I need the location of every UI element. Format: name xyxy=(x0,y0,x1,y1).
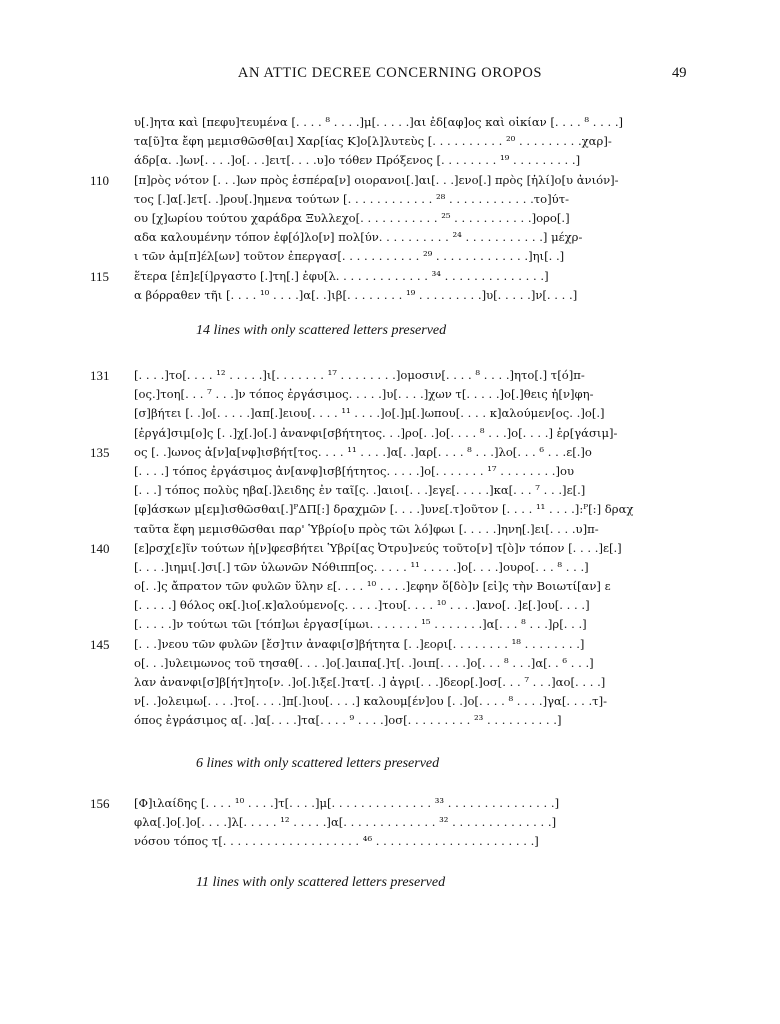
inscription-line xyxy=(0,635,780,654)
line-text: ν[. .]ολειμω[. . . .]το[. . . .]π[.]ιου[. . . .] καλουμ[έν]ου [. .]ο[. . . . ⁸ . . . .]γα[. . . .τ]- xyxy=(134,694,608,709)
inscription-line xyxy=(0,443,780,462)
inscription-line xyxy=(0,385,780,404)
inscription-line xyxy=(0,500,780,519)
line-number: 131 xyxy=(90,368,110,383)
line-text: [. . . .] τόπος ἐργάσιμος ἀν[ανφ]ισβ[ήτητος. . . . .]ο[. . . . . . . ¹⁷ . . . . . . . .]ου xyxy=(134,463,575,478)
line-text: [σ]βήτει [. .]ο[. . . . .]απ[.]ειου[. . . . ¹¹ . . . .]ο[.]μ[.]ωπου[. . . . κ]αλούμεν[ος. .]ο[.] xyxy=(134,406,605,421)
line-text: τος [.]α[.]ετ[. .]ρου[.]ημενα τούτων [. . . . . . . . . . . . ²⁸ . . . . . . . . . . . .το]ύτ- xyxy=(134,191,570,206)
inscription-line xyxy=(0,462,780,481)
inscription-line xyxy=(0,692,780,711)
inscription-line xyxy=(0,228,780,247)
line-text: [Φ]ιλαίδης [. . . . ¹⁰ . . . .]τ[. . . .]μ[. . . . . . . . . . . . . . ³³ . . . . . . . . . . . . . . .] xyxy=(134,796,560,810)
inscription-line xyxy=(0,247,780,266)
line-number: 115 xyxy=(90,268,110,284)
inscription-line xyxy=(0,520,780,539)
inscription-block-3 xyxy=(0,794,780,852)
line-text: αδα καλουμένην τόπον ἐφ[ό]λο[ν] πολ[ύν. . . . . . . . . . ²⁴ . . . . . . . . . . .] μέχρ- xyxy=(134,230,583,245)
line-text: ος [. .]ωνος ἀ[ν]α[νφ]ισβήτ[τος. . . . ¹¹ . . . .]α[. .]αρ[. . . . ⁸ . . .]λο[. . . ⁶ . . .ε[.]ο xyxy=(134,444,592,459)
lacuna-note-2: 6 lines with only scattered letters preserved xyxy=(196,756,440,771)
line-text: φλα[.]ο[.]ο[. . . .]λ[. . . . . ¹² . . . . .]α[. . . . . . . . . . . . . ³² . . . . . . . . . . . . . .] xyxy=(134,815,557,830)
line-text: ι τῶν ἀμ[π]έλ[ων] τοῦτον ἐπεργασ[. . . . . . . . . . . ²⁹ . . . . . . . . . . . . .]ηι[. .] xyxy=(134,249,565,264)
line-text: [. . . . .]ν τούτωι τῶι [τόπ]ωι ἐργασ[ίμωι. . . . . . . ¹⁵ . . . . . . .]α[. . . ⁸ . . .]ρ[. . .] xyxy=(134,617,587,632)
line-text: ου [χ]ωρίου τούτου χαράδρα Ξυλλεχο[. . . . . . . . . . . ²⁵ . . . . . . . . . . .]ορο[.] xyxy=(134,210,570,225)
line-number: 156 xyxy=(90,796,110,811)
inscription-line xyxy=(0,366,780,385)
inscription-line xyxy=(0,286,780,305)
inscription-line xyxy=(0,794,780,813)
line-text: ο[. .]ς ἄπρατον τῶν φυλῶν ὕλην ε[. . . . ¹⁰ . . . .]εφην ὅ[δὸ]ν [εἰ]ς τὴν Βοιωτί[αν] ε xyxy=(134,579,611,594)
inscription-line xyxy=(0,673,780,692)
inscription-line xyxy=(0,171,780,190)
line-text: νόσου τόπος τ[. . . . . . . . . . . . . . . . . . . ⁴⁶ . . . . . . . . . . . . . . . . . . . . . .] xyxy=(134,834,539,849)
inscription-block-1 xyxy=(0,113,780,305)
line-text: α βόρραθεν τῆι [. . . . ¹⁰ . . . .]α[. .]ιβ[. . . . . . . . ¹⁹ . . . . . . . . .]υ[. . . . .]ν[. . . .] xyxy=(134,287,578,302)
line-text: ἕτερα [ἐπ]ε[ί]ργαστο [.]τη[.] ἐφυ[λ. . . . . . . . . . . . . ³⁴ . . . . . . . . . . . . . .] xyxy=(134,268,549,283)
line-text: [ε]ρσχ[ε]ῖν τούτων ἠ[ν]φεσβήτει Ὑβρί[ας Ὀτρυ]νεύς τοῦτο[ν] τ[ὸ]ν τόπον [. . . .]ε[.] xyxy=(134,540,622,555)
line-text: ταῦτα ἔφη μεμισθῶσθαι παρ' Ὑβρίο[υ πρὸς τῶι λό]φωι [. . . . .]ηνη[.]ει[. . . .υ]π- xyxy=(134,521,599,536)
line-number: 140 xyxy=(90,540,110,556)
page-number: 49 xyxy=(672,65,687,81)
inscription-line xyxy=(0,539,780,558)
inscription-block-2 xyxy=(0,366,780,731)
line-number: 135 xyxy=(90,444,110,460)
line-text: [. . . .]το[. . . . ¹² . . . . .]ι[. . . . . . . ¹⁷ . . . . . . . .]ομοσιν[. . . . ⁸ . . . .]ητο[.] τ[ό]π- xyxy=(134,368,585,382)
line-text: [ος.]τοη[. . . ⁷ . . .]ν τόπος ἐργάσιμος. . . . .]υ[. . . .]χων τ[. . . . .]ο[.]θεις ἠ[ν]φη- xyxy=(134,387,594,402)
line-text: [. . . . .] θόλος οκ[.]ιο[.κ]αλούμενο[ς. . . . .]του[. . . . ¹⁰ . . . .]ανο[. .]ε[.]ου[. . . .] xyxy=(134,598,590,613)
inscription-line xyxy=(0,132,780,151)
line-text: τα[ῦ]τα ἔφη μεμισθῶσθ[αι] Χαρ[ίας Κ]ο[λ]λυτεὺς [. . . . . . . . . . ²⁰ . . . . . . . . .χαρ]- xyxy=(134,134,612,149)
line-text: [ἐργά]σιμ[ο]ς [. .]χ[.]ο[.] ἀνανφι[σβήτητος. . .]ρο[. .]ο[. . . . ⁸ . . .]ο[. . . .] ἐρ[γάσιμ]- xyxy=(134,425,618,440)
line-text: υ[.]ητα καὶ [πεφυ]τευμένα [. . . . ⁸ . . . .]μ[. . . . .]αι ἐδ[αφ]ος καὶ οἰκίαν [. . . . ⁸ . . . .] xyxy=(134,115,624,129)
inscription-line xyxy=(0,209,780,228)
inscription-line xyxy=(0,654,780,673)
inscription-line xyxy=(0,558,780,577)
running-head: AN ATTIC DECREE CONCERNING OROPOS xyxy=(237,65,543,81)
line-text: λαν ἀνανφι[σ]β[ήτ]ητο[ν. .]ο[.]ιξε[.]τατ[. .] ἀγρι[. . .]δεορ[.]οσ[. . . ⁷ . . .]αο[. . . .] xyxy=(134,675,606,689)
inscription-line xyxy=(0,404,780,423)
inscription-line xyxy=(0,424,780,443)
inscription-line xyxy=(0,190,780,209)
line-text: άδρ[α. .]ων[. . . .]ο[. . .]ειτ[. . . .υ]ο τόθεν Πρόξενος [. . . . . . . . ¹⁹ . . . . . . . . .] xyxy=(134,153,581,168)
line-text: [φ]άσκων μ[εμ]ισθῶσθαι[.]ᴾΔΠ[:] δραχμῶν [. . . .]υνε[.τ]οῦτον [. . . . ¹¹ . . . .]:ᴾ[:] δραχ xyxy=(134,502,634,517)
inscription-line xyxy=(0,832,780,851)
line-text: όπος ἐγράσιμος α[. .]α[. . . .]τα[. . . . ⁹ . . . .]οσ[. . . . . . . . . ²³ . . . . . . . . . .] xyxy=(134,713,562,728)
inscription-line xyxy=(0,113,780,132)
inscription-line xyxy=(0,711,780,730)
line-text: [π]ρὸς νότον [. . .]ων πρὸς ἑσπέρα[ν] οιορανοι[.]αι[. . .]ενο[.] πρὸς [ἡλί]ο[υ ἀνιόν]- xyxy=(134,172,619,187)
line-text: [. . .]νεου τῶν φυλῶν [ἔσ]τιν ἀναφι[σ]βήτητα [. .]εορι[. . . . . . . . ¹⁸ . . . . . . . .] xyxy=(134,636,585,651)
inscription-line xyxy=(0,481,780,500)
line-number: 110 xyxy=(90,172,110,188)
inscription-line xyxy=(0,596,780,615)
inscription-line xyxy=(0,577,780,596)
line-text: ο[. . .]υλειμωνος τοῦ τησαθ[. . . .]ο[.]αιπα[.]τ[. .]οιπ[. . . .]ο[. . . ⁸ . . .]α[. . ⁶ . . .] xyxy=(134,655,594,670)
inscription-line xyxy=(0,813,780,832)
lacuna-note-3: 11 lines with only scattered letters preserved xyxy=(196,875,446,890)
lacuna-note-1: 14 lines with only scattered letters preserved xyxy=(196,323,447,338)
line-text: [. . .] τόπος πολὺς ηβα[.]λειδης ἐν ταῖ[ς. .]αιοι[. . .]εγε[. . . . .]κα[. . . ⁷ . . .]ε[.] xyxy=(134,483,586,498)
line-text: [. . . .]ιημι[.]σι[.] τῶν ὑλωνῶν Νόθιππ[ος. . . . . ¹¹ . . . . .]ο[. . . .]ουρο[. . . ⁸ . . .] xyxy=(134,559,589,574)
inscription-line xyxy=(0,151,780,170)
line-number: 145 xyxy=(90,636,110,652)
inscription-line xyxy=(0,615,780,634)
inscription-line xyxy=(0,267,780,286)
